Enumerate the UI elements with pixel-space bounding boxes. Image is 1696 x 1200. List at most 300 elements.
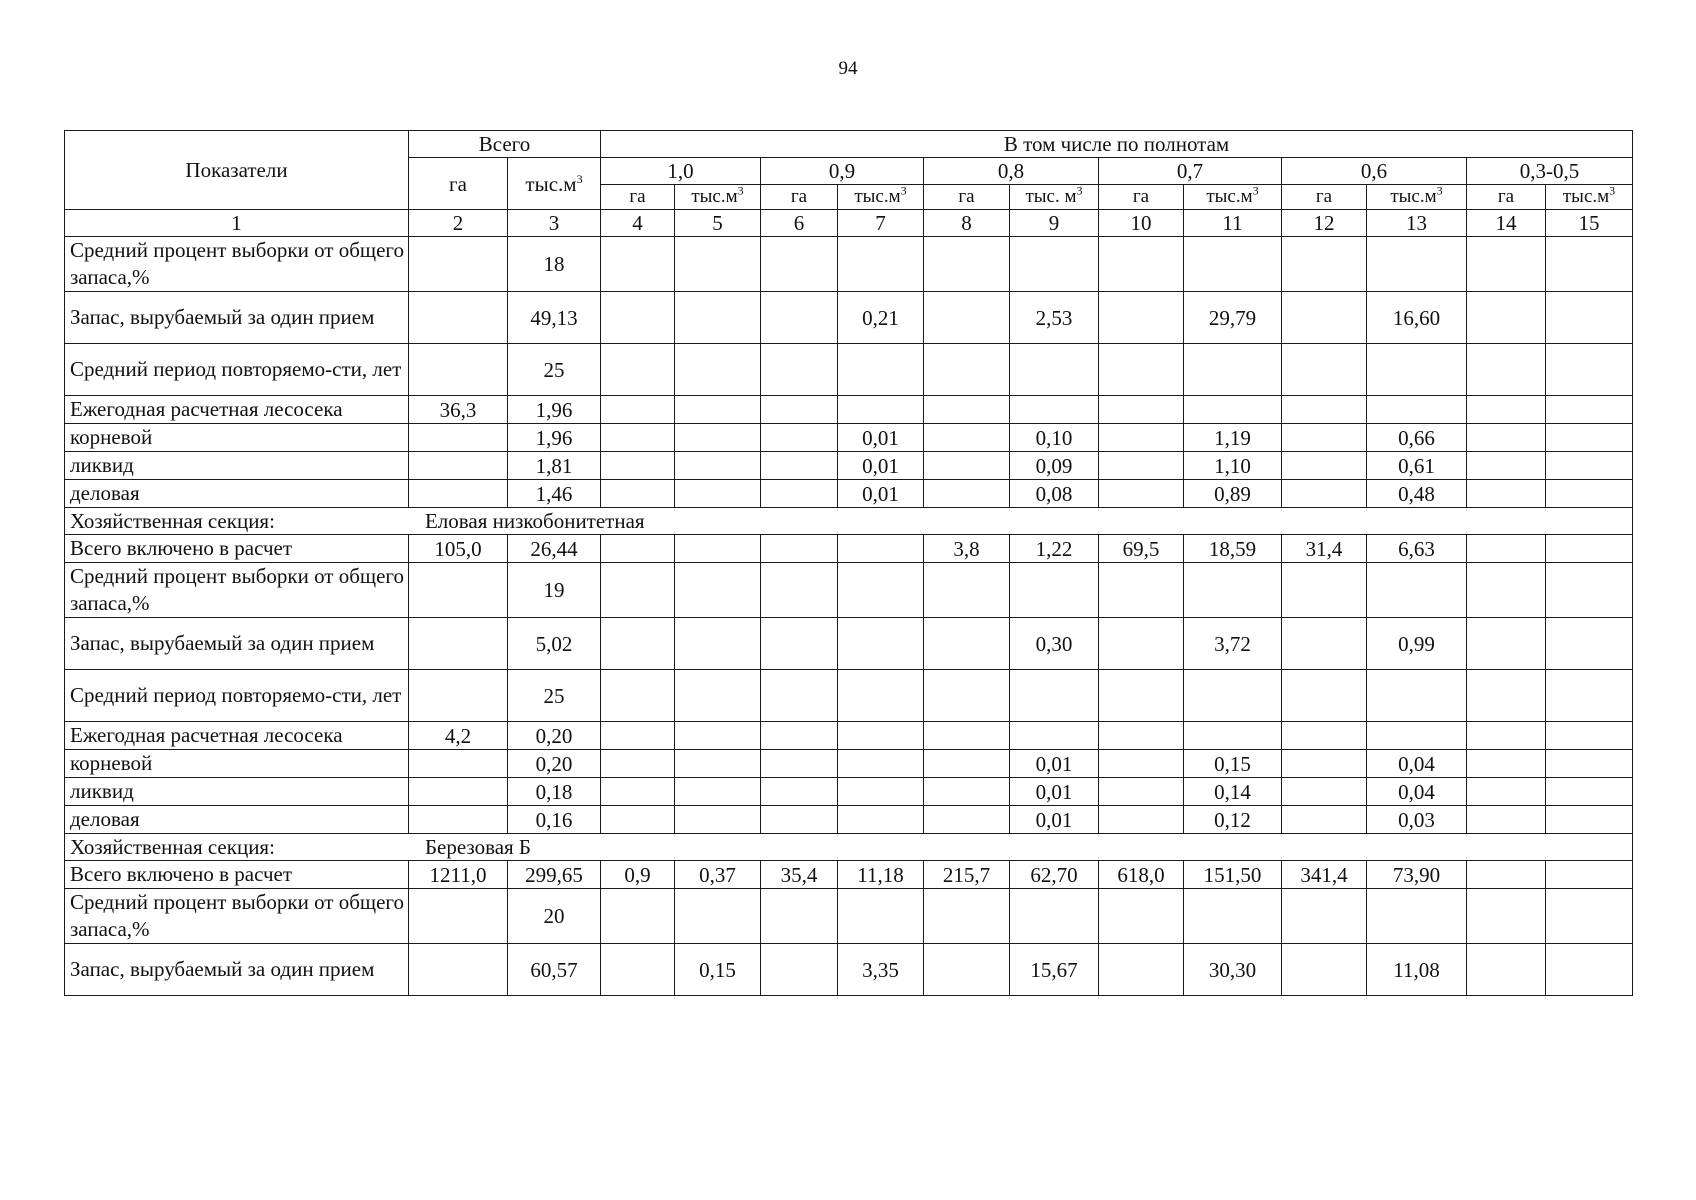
table-cell	[675, 670, 761, 722]
column-number: 12	[1282, 210, 1367, 237]
table-cell	[1010, 670, 1099, 722]
table-cell	[1099, 618, 1184, 670]
row-label: деловая	[65, 480, 409, 508]
table-cell	[1099, 237, 1184, 292]
table-cell	[924, 563, 1010, 618]
table-cell: 5,02	[508, 618, 601, 670]
table-cell	[1099, 670, 1184, 722]
table-row	[65, 750, 1633, 778]
unit-ha: га	[761, 185, 838, 210]
row-label: корневой	[65, 424, 409, 452]
table-cell: 0,04	[1367, 750, 1467, 778]
header-density-6: 0,3-0,5	[1467, 158, 1633, 185]
table-cell	[924, 806, 1010, 834]
table-cell	[1546, 563, 1633, 618]
column-number: 8	[924, 210, 1010, 237]
column-number: 5	[675, 210, 761, 237]
table-cell	[1010, 563, 1099, 618]
table-cell: 0,37	[675, 861, 761, 889]
table-cell	[1546, 778, 1633, 806]
table-cell: 0,30	[1010, 618, 1099, 670]
row-label: корневой	[65, 750, 409, 778]
table-cell	[761, 452, 838, 480]
header-density-4: 0,7	[1099, 158, 1282, 185]
table-cell	[601, 535, 675, 563]
table-cell	[601, 618, 675, 670]
table-cell: 1,46	[508, 480, 601, 508]
table-cell	[1282, 292, 1367, 344]
table-cell: 30,30	[1184, 944, 1282, 996]
table-cell	[1184, 889, 1282, 944]
table-cell: 35,4	[761, 861, 838, 889]
table-cell	[675, 778, 761, 806]
table-cell	[1546, 750, 1633, 778]
table-cell	[924, 480, 1010, 508]
table-cell	[1010, 889, 1099, 944]
table-cell: 1,81	[508, 452, 601, 480]
table-cell	[838, 237, 924, 292]
table-body	[65, 237, 1633, 996]
table-cell: 0,18	[508, 778, 601, 806]
table-cell: 25	[508, 670, 601, 722]
table-cell: 299,65	[508, 861, 601, 889]
table-cell	[1467, 618, 1546, 670]
table-cell	[761, 722, 838, 750]
table-cell: 11,08	[1367, 944, 1467, 996]
table-cell: 0,20	[508, 722, 601, 750]
table-cell	[1467, 424, 1546, 452]
table-cell	[601, 396, 675, 424]
table-cell: 6,63	[1367, 535, 1467, 563]
row-label: Запас, вырубаемый за один прием	[65, 944, 409, 996]
table-cell	[761, 237, 838, 292]
table-cell	[601, 237, 675, 292]
table-cell: 60,57	[508, 944, 601, 996]
table-cell	[1467, 806, 1546, 834]
column-number: 11	[1184, 210, 1282, 237]
table-cell	[409, 889, 508, 944]
table-cell	[1546, 944, 1633, 996]
table-cell	[761, 292, 838, 344]
section-label: Хозяйственная секция:	[70, 835, 275, 859]
table-cell	[675, 396, 761, 424]
table-cell	[1184, 722, 1282, 750]
column-number: 13	[1367, 210, 1467, 237]
row-label: ликвид	[65, 452, 409, 480]
table-row	[65, 889, 1633, 944]
table-cell	[761, 944, 838, 996]
table-cell	[1546, 237, 1633, 292]
table-cell: 20	[508, 889, 601, 944]
table-cell	[1099, 344, 1184, 396]
table-cell	[1010, 722, 1099, 750]
row-label: Средний процент выборки от общего запаса,%	[65, 889, 409, 944]
table-cell: 0,01	[838, 480, 924, 508]
table-cell	[1367, 670, 1467, 722]
table-cell	[1467, 396, 1546, 424]
table-cell	[1546, 889, 1633, 944]
table-cell	[1467, 292, 1546, 344]
table-cell: 49,13	[508, 292, 601, 344]
table-cell	[409, 750, 508, 778]
table-cell	[1546, 424, 1633, 452]
table-cell	[1467, 861, 1546, 889]
table-cell	[601, 750, 675, 778]
table-cell: 0,16	[508, 806, 601, 834]
table-cell	[1099, 563, 1184, 618]
table-cell: 0,01	[838, 424, 924, 452]
table-row	[65, 237, 1633, 292]
table-cell	[761, 480, 838, 508]
table-cell: 0,15	[675, 944, 761, 996]
section-label: Хозяйственная секция:	[70, 509, 275, 533]
table-row	[65, 452, 1633, 480]
table-cell	[1467, 889, 1546, 944]
table-cell	[675, 292, 761, 344]
table-cell	[838, 618, 924, 670]
table-cell	[1546, 344, 1633, 396]
table-cell: 0,10	[1010, 424, 1099, 452]
table-cell	[1367, 396, 1467, 424]
table-cell: 0,89	[1184, 480, 1282, 508]
row-label: Всего включено в расчет	[65, 861, 409, 889]
row-label: ликвид	[65, 778, 409, 806]
allowable-cut-table	[64, 130, 1633, 996]
table-cell: 341,4	[1282, 861, 1367, 889]
table-cell	[924, 292, 1010, 344]
unit-vol: $тыс.м^3$	[1367, 185, 1467, 210]
table-cell	[1467, 535, 1546, 563]
table-row	[65, 806, 1633, 834]
table-cell	[601, 452, 675, 480]
table-cell	[1184, 396, 1282, 424]
column-number: 3	[508, 210, 601, 237]
table-cell	[761, 806, 838, 834]
table-cell	[601, 292, 675, 344]
table-cell	[1546, 535, 1633, 563]
table-cell	[1367, 344, 1467, 396]
table-cell: 16,60	[1367, 292, 1467, 344]
table-cell	[761, 535, 838, 563]
table-cell: 3,72	[1184, 618, 1282, 670]
column-number: 4	[601, 210, 675, 237]
table-cell	[1546, 722, 1633, 750]
table-cell	[838, 396, 924, 424]
table-cell	[1099, 396, 1184, 424]
table-cell: 0,01	[1010, 778, 1099, 806]
table-cell	[1282, 778, 1367, 806]
table-cell	[409, 424, 508, 452]
table-cell	[1282, 480, 1367, 508]
table-cell	[601, 480, 675, 508]
header-total-vol: $тыс.м^3$	[508, 158, 601, 210]
table-row	[65, 618, 1633, 670]
row-label: Запас, вырубаемый за один прием	[65, 292, 409, 344]
row-label: Средний процент выборки от общего запаса,%	[65, 563, 409, 618]
table-cell	[1184, 670, 1282, 722]
table-cell: 18,59	[1184, 535, 1282, 563]
table-cell	[409, 944, 508, 996]
table-cell	[1010, 344, 1099, 396]
table-cell	[1467, 670, 1546, 722]
table-cell	[1282, 806, 1367, 834]
table-cell: 0,08	[1010, 480, 1099, 508]
table-cell	[409, 344, 508, 396]
table-cell	[675, 722, 761, 750]
unit-ha: га	[601, 185, 675, 210]
table-cell	[1282, 618, 1367, 670]
table-cell	[838, 563, 924, 618]
table-cell: 0,01	[838, 452, 924, 480]
column-number: 9	[1010, 210, 1099, 237]
row-label: Ежегодная расчетная лесосека	[65, 722, 409, 750]
table-cell	[1546, 806, 1633, 834]
table-cell	[1467, 750, 1546, 778]
table-cell	[761, 778, 838, 806]
table-cell	[838, 750, 924, 778]
table-cell: 0,99	[1367, 618, 1467, 670]
column-number: 7	[838, 210, 924, 237]
table-cell	[675, 806, 761, 834]
table-cell: 1,96	[508, 396, 601, 424]
table-cell	[675, 344, 761, 396]
table-row	[65, 396, 1633, 424]
table-cell	[675, 535, 761, 563]
table-cell: 3,8	[924, 535, 1010, 563]
row-label: Средний процент выборки от общего запаса,%	[65, 237, 409, 292]
table-cell	[924, 944, 1010, 996]
table-cell	[601, 806, 675, 834]
table-cell	[675, 889, 761, 944]
table-cell: 0,61	[1367, 452, 1467, 480]
section-name: Еловая низкобонитетная	[424, 509, 645, 533]
table-cell	[675, 480, 761, 508]
table-cell	[761, 396, 838, 424]
table-cell	[601, 944, 675, 996]
table-cell	[1184, 563, 1282, 618]
table-cell	[1282, 424, 1367, 452]
table-cell	[924, 396, 1010, 424]
table-cell	[409, 778, 508, 806]
unit-vol: $тыс.м^3$	[675, 185, 761, 210]
header-density-1: 1,0	[601, 158, 761, 185]
table-cell: 0,9	[601, 861, 675, 889]
table-cell	[1099, 944, 1184, 996]
table-cell	[924, 889, 1010, 944]
table-cell	[601, 778, 675, 806]
table-cell: 25	[508, 344, 601, 396]
table-cell	[838, 535, 924, 563]
table-cell: 0,20	[508, 750, 601, 778]
table-cell: 31,4	[1282, 535, 1367, 563]
table-cell	[675, 618, 761, 670]
table-cell	[761, 670, 838, 722]
section-cell	[65, 834, 1633, 861]
table-cell	[838, 670, 924, 722]
header-density-2: 0,9	[761, 158, 924, 185]
unit-ha: га	[1282, 185, 1367, 210]
table-cell: 36,3	[409, 396, 508, 424]
table-cell	[1282, 563, 1367, 618]
table-cell: 0,04	[1367, 778, 1467, 806]
table-row	[65, 861, 1633, 889]
table-row	[65, 670, 1633, 722]
table-cell	[1467, 344, 1546, 396]
table-row	[65, 292, 1633, 344]
table-cell	[1099, 889, 1184, 944]
table-cell	[1467, 778, 1546, 806]
table-row	[65, 722, 1633, 750]
table-cell: 105,0	[409, 535, 508, 563]
table-cell	[761, 750, 838, 778]
table-cell	[601, 563, 675, 618]
row-label: Запас, вырубаемый за один прием	[65, 618, 409, 670]
table-cell	[838, 806, 924, 834]
table-row	[65, 778, 1633, 806]
table-cell	[761, 344, 838, 396]
table-cell	[1099, 722, 1184, 750]
table-cell: 0,21	[838, 292, 924, 344]
table-cell	[409, 292, 508, 344]
column-numbers-row	[65, 210, 1633, 237]
table-cell	[1546, 292, 1633, 344]
table-cell	[601, 670, 675, 722]
table-cell	[1282, 670, 1367, 722]
table-cell	[1546, 618, 1633, 670]
table-cell: 0,09	[1010, 452, 1099, 480]
page-number: 94	[838, 58, 858, 79]
table-cell	[1546, 480, 1633, 508]
unit-ha: га	[1467, 185, 1546, 210]
table-cell: 1,10	[1184, 452, 1282, 480]
unit-vol: $тыс.м^3$	[1546, 185, 1633, 210]
table-cell	[1367, 889, 1467, 944]
table-cell	[1282, 889, 1367, 944]
table-cell: 1211,0	[409, 861, 508, 889]
table-cell: 618,0	[1099, 861, 1184, 889]
table-cell: 69,5	[1099, 535, 1184, 563]
table-cell	[675, 750, 761, 778]
table-cell	[1282, 396, 1367, 424]
table-cell	[601, 424, 675, 452]
table-cell: 73,90	[1367, 861, 1467, 889]
header-row-1	[65, 131, 1633, 158]
table-cell	[409, 670, 508, 722]
row-label: Средний период повторяемо-сти, лет	[65, 344, 409, 396]
table-row	[65, 944, 1633, 996]
table-cell	[1099, 480, 1184, 508]
table-cell	[1099, 750, 1184, 778]
table-cell: 0,12	[1184, 806, 1282, 834]
table-cell	[1367, 722, 1467, 750]
table-cell	[1282, 452, 1367, 480]
column-number: 10	[1099, 210, 1184, 237]
table-cell	[1546, 396, 1633, 424]
table-cell	[838, 344, 924, 396]
table-cell	[1099, 452, 1184, 480]
table-cell: 62,70	[1010, 861, 1099, 889]
table-cell	[409, 452, 508, 480]
table-cell	[1546, 670, 1633, 722]
table-cell: 18	[508, 237, 601, 292]
section-row	[65, 508, 1633, 535]
table-cell	[924, 344, 1010, 396]
row-label: деловая	[65, 806, 409, 834]
table-cell	[924, 618, 1010, 670]
table-cell	[1282, 722, 1367, 750]
table-cell: 2,53	[1010, 292, 1099, 344]
column-number: 1	[65, 210, 409, 237]
table-cell	[675, 452, 761, 480]
header-indicators: Показатели	[65, 131, 409, 210]
table-cell	[1184, 344, 1282, 396]
row-label: Всего включено в расчет	[65, 535, 409, 563]
table-cell	[761, 889, 838, 944]
table-cell	[601, 344, 675, 396]
column-number: 15	[1546, 210, 1633, 237]
table-cell	[601, 722, 675, 750]
table-cell	[924, 750, 1010, 778]
table-cell: 0,01	[1010, 806, 1099, 834]
table-row	[65, 344, 1633, 396]
table-cell: 0,01	[1010, 750, 1099, 778]
table-cell	[1467, 480, 1546, 508]
table-cell	[1546, 861, 1633, 889]
table-cell: 215,7	[924, 861, 1010, 889]
table-cell: 19	[508, 563, 601, 618]
unit-vol: $тыс.м^3$	[1184, 185, 1282, 210]
table-cell	[1010, 396, 1099, 424]
table-cell	[1282, 344, 1367, 396]
table-cell	[924, 452, 1010, 480]
table-cell	[838, 889, 924, 944]
table-cell: 1,96	[508, 424, 601, 452]
table-cell	[1546, 452, 1633, 480]
section-row	[65, 834, 1633, 861]
row-label: Средний период повторяемо-сти, лет	[65, 670, 409, 722]
table-cell	[675, 424, 761, 452]
table-row	[65, 480, 1633, 508]
table-cell	[1282, 944, 1367, 996]
table-cell	[1467, 237, 1546, 292]
table-cell	[1099, 292, 1184, 344]
table-cell	[601, 889, 675, 944]
unit-vol: тыс. $м^3$	[1010, 185, 1099, 210]
table-cell	[1099, 778, 1184, 806]
table-cell	[409, 237, 508, 292]
table-cell	[1467, 944, 1546, 996]
table-cell: 0,03	[1367, 806, 1467, 834]
table-cell	[838, 722, 924, 750]
table-cell: 4,2	[409, 722, 508, 750]
section-name: Березовая Б	[424, 835, 531, 859]
table-cell: 0,14	[1184, 778, 1282, 806]
table-row	[65, 424, 1633, 452]
table-cell: 26,44	[508, 535, 601, 563]
table-row	[65, 535, 1633, 563]
row-label: Ежегодная расчетная лесосека	[65, 396, 409, 424]
table-cell	[924, 778, 1010, 806]
table-cell	[1467, 722, 1546, 750]
unit-ha: га	[1099, 185, 1184, 210]
column-number: 6	[761, 210, 838, 237]
table-cell: 11,18	[838, 861, 924, 889]
column-number: 2	[409, 210, 508, 237]
table-cell	[1467, 452, 1546, 480]
table-cell: 0,66	[1367, 424, 1467, 452]
table-cell: 151,50	[1184, 861, 1282, 889]
table-cell	[1467, 563, 1546, 618]
